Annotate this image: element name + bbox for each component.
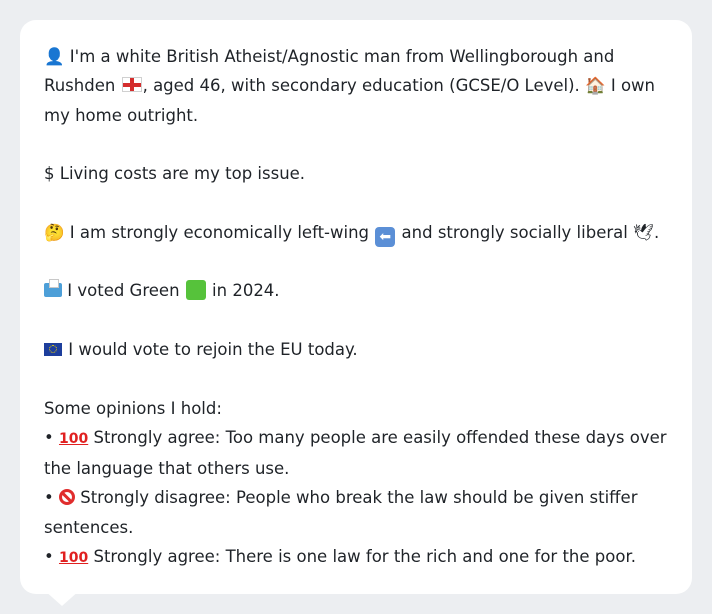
opinion-text-cont: sentences. bbox=[44, 517, 134, 537]
opinion-stance: Strongly agree: bbox=[93, 547, 221, 567]
profile-message-card bbox=[20, 20, 692, 594]
house-icon: 🏠 bbox=[585, 76, 606, 96]
opinion-bullet: • bbox=[44, 488, 54, 508]
opinion-bullet: • bbox=[44, 547, 54, 567]
opinion-text-cont: the language that others use. bbox=[44, 459, 290, 479]
opinion-text: People who break the law should be given stiffer bbox=[236, 488, 638, 508]
prohibited-icon bbox=[59, 489, 75, 505]
economics-text-b: and strongly socially liberal bbox=[401, 222, 628, 242]
dove-icon: 🕊 bbox=[633, 222, 655, 242]
green-square-icon bbox=[186, 280, 206, 300]
economics-text-c: . bbox=[654, 222, 660, 242]
ballot-box-icon bbox=[44, 283, 62, 297]
intro-line-2b: , aged 46, with secondary education (GCSE/O Level). bbox=[142, 76, 580, 96]
opinion-text: Too many people are easily offended these days over bbox=[225, 427, 667, 447]
economics-paragraph bbox=[44, 218, 668, 247]
intro-paragraph bbox=[44, 42, 668, 130]
opinion-bullet: • bbox=[44, 427, 54, 447]
hundred-points-icon: 100 bbox=[58, 550, 89, 567]
vote-text-b: in 2024. bbox=[212, 281, 280, 301]
thinking-face-icon: 🤔 bbox=[44, 222, 65, 242]
opinions-section bbox=[44, 394, 668, 574]
hundred-points-icon: 100 bbox=[58, 430, 89, 447]
vote-text-a: I voted Green bbox=[67, 281, 180, 301]
left-arrow-icon: ⬅ bbox=[375, 227, 395, 247]
england-flag-icon bbox=[122, 77, 142, 92]
opinion-stance: Strongly agree: bbox=[93, 427, 221, 447]
opinion-text: There is one law for the rich and one for the poor. bbox=[225, 547, 636, 567]
dollar-icon: $ bbox=[44, 164, 55, 184]
eu-text: I would vote to rejoin the EU today. bbox=[68, 339, 358, 359]
top-issue-text: Living costs are my top issue. bbox=[59, 164, 306, 184]
intro-line-1: I'm a white British Atheist/Agnostic man from Wellingborough and bbox=[69, 47, 615, 66]
intro-line-3: my home outright. bbox=[44, 105, 199, 125]
person-icon: 👤 bbox=[44, 47, 65, 66]
eu-paragraph bbox=[44, 335, 668, 364]
top-issue-paragraph bbox=[44, 159, 668, 188]
intro-line-2a: Rushden bbox=[44, 76, 116, 96]
opinion-stance: Strongly disagree: bbox=[80, 488, 231, 508]
speech-bubble-tail bbox=[44, 590, 80, 606]
opinions-heading: Some opinions I hold: bbox=[44, 398, 222, 418]
eu-flag-icon bbox=[44, 343, 62, 356]
economics-text-a: I am strongly economically left-wing bbox=[69, 222, 370, 242]
vote-paragraph bbox=[44, 276, 668, 305]
intro-line-2c: I own bbox=[610, 76, 656, 96]
